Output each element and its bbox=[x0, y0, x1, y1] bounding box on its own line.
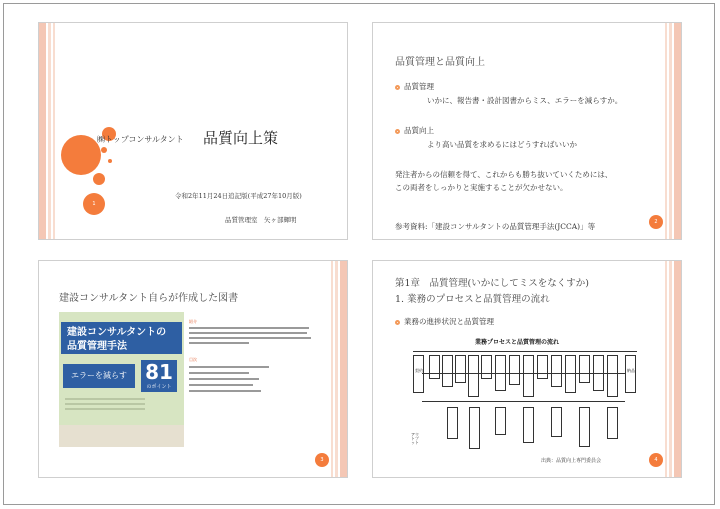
slide-number: 2 bbox=[649, 215, 663, 229]
decor-circle bbox=[93, 173, 105, 185]
bullet-icon bbox=[395, 129, 400, 134]
bullet-text: より高い品質を求めるにはどうすればいいか bbox=[427, 140, 577, 149]
date-line: 令和2年11月24日追記版(平成27年10月版) bbox=[175, 192, 302, 200]
decor-circle bbox=[101, 147, 107, 153]
decor-stripe bbox=[331, 261, 333, 477]
flow-box-delivery: 納品 bbox=[625, 355, 636, 393]
flow-box bbox=[442, 355, 453, 387]
flow-line bbox=[413, 351, 637, 352]
book-text-lines bbox=[65, 398, 145, 413]
slide-title: 品質管理と品質向上 bbox=[395, 57, 485, 68]
book-title-band bbox=[61, 322, 182, 354]
flow-title: 業務プロセスと品質管理の流れ bbox=[475, 339, 560, 346]
flow-box bbox=[469, 407, 480, 449]
flow-box bbox=[481, 355, 492, 379]
slide-thumbnail-3[interactable] bbox=[38, 260, 348, 478]
slide-title: 品質向上策 bbox=[203, 129, 279, 147]
slide-number: 4 bbox=[649, 453, 663, 467]
book-title: 建設コンサルタントの 品質管理手法 bbox=[67, 327, 167, 352]
info-label: 目次 bbox=[189, 357, 197, 362]
flow-box bbox=[495, 407, 506, 435]
flow-box bbox=[429, 355, 440, 379]
slide-number: 3 bbox=[315, 453, 329, 467]
slide-title: 建設コンサルタント自らが作成した図書 bbox=[59, 293, 239, 304]
paragraph-line: 発注者からの信頼を得て、これからも勝ち抜いていくためには、 bbox=[395, 170, 613, 179]
info-text-line bbox=[189, 384, 253, 386]
flow-box bbox=[447, 407, 458, 439]
reference-text: 参考資料:「建設コンサルタントの品質管理手法(JCCA)」等 bbox=[395, 222, 596, 231]
info-text-line bbox=[189, 332, 307, 334]
book-cover-image bbox=[59, 312, 184, 447]
book-points-badge: 81 のポイント bbox=[141, 360, 177, 392]
book-footer bbox=[59, 425, 184, 447]
bullet-quality-control: 品質管理 bbox=[395, 81, 434, 92]
info-text-line bbox=[189, 366, 269, 368]
flow-box bbox=[523, 355, 534, 397]
decor-stripe bbox=[674, 23, 681, 239]
decor-stripe bbox=[669, 23, 672, 239]
company-name: ㈱トップコンサルタント bbox=[97, 135, 184, 144]
flow-box bbox=[523, 407, 534, 443]
process-flow-diagram bbox=[411, 337, 639, 455]
decor-stripe bbox=[665, 23, 667, 239]
slide-number: 1 bbox=[83, 193, 105, 215]
flow-box bbox=[468, 355, 479, 397]
flow-output-label: アウトプット bbox=[411, 432, 419, 445]
decor-stripe bbox=[669, 261, 672, 477]
bullet-progress: 業務の進捗状況と品質管理 bbox=[395, 316, 494, 327]
flow-line bbox=[422, 401, 625, 402]
slide-title: 第1章 品質管理(いかにしてミスをなくすか) bbox=[395, 278, 589, 289]
slide-thumbnail-1[interactable] bbox=[38, 22, 348, 240]
slide-subtitle: 1. 業務のプロセスと品質管理の流れ bbox=[395, 294, 550, 305]
info-text-line bbox=[189, 372, 249, 374]
flow-box bbox=[455, 355, 466, 383]
info-text-line bbox=[189, 390, 261, 392]
flow-box bbox=[537, 355, 548, 379]
info-text-line bbox=[189, 342, 249, 344]
flow-box bbox=[565, 355, 576, 393]
bullet-quality-improvement: 品質向上 bbox=[395, 125, 434, 136]
bullet-icon bbox=[395, 320, 400, 325]
flow-box bbox=[551, 355, 562, 387]
decor-stripe bbox=[48, 23, 51, 239]
flow-box bbox=[509, 355, 520, 385]
source-caption: 出典：品質向上専門委員会 bbox=[541, 458, 602, 464]
info-text-line bbox=[189, 327, 309, 329]
decor-circle bbox=[108, 159, 112, 163]
slide-thumbnail-2[interactable] bbox=[372, 22, 682, 240]
flow-box bbox=[551, 407, 562, 437]
author: 品質管理室 矢ヶ部輝明 bbox=[225, 216, 297, 224]
decor-stripe bbox=[39, 23, 46, 239]
decor-stripe bbox=[53, 23, 55, 239]
bullet-text: いかに、報告書・設計図書からミス、エラーを減らすか。 bbox=[427, 96, 623, 105]
bullet-icon bbox=[395, 85, 400, 90]
decor-stripe bbox=[665, 261, 667, 477]
slide-thumbnail-4[interactable] bbox=[372, 260, 682, 478]
flow-box bbox=[607, 355, 618, 397]
info-text-line bbox=[189, 337, 311, 339]
flow-box bbox=[607, 407, 618, 439]
info-text-line bbox=[189, 378, 259, 380]
flow-line bbox=[422, 373, 625, 374]
flow-box-contract: 契約 bbox=[413, 355, 424, 393]
flow-box bbox=[579, 355, 590, 383]
decor-stripe bbox=[340, 261, 347, 477]
paragraph-line: この両者をしっかりと実施することが欠かせない。 bbox=[395, 183, 568, 192]
flow-box bbox=[579, 407, 590, 447]
decor-circle bbox=[61, 135, 101, 175]
book-subtitle: エラーを減らす bbox=[63, 364, 135, 388]
decor-stripe bbox=[674, 261, 681, 477]
decor-stripe bbox=[335, 261, 338, 477]
info-label: 紹介 bbox=[189, 319, 197, 324]
